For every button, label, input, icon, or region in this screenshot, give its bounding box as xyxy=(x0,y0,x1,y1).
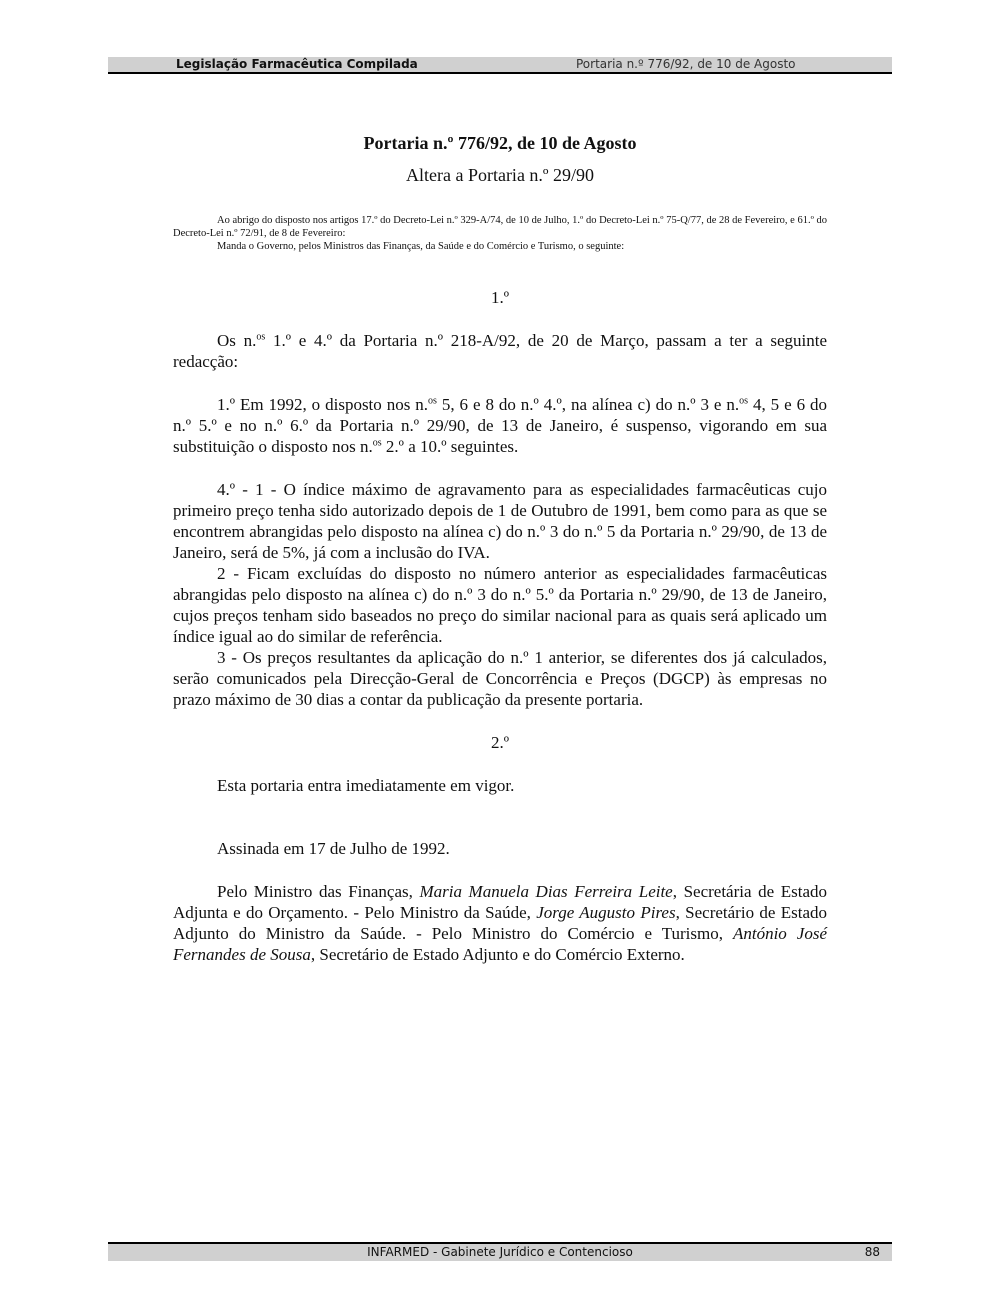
header-collection-title: Legislação Farmacêutica Compilada xyxy=(176,57,418,71)
page-number: 88 xyxy=(864,1245,880,1259)
document-subtitle: Altera a Portaria n.º 29/90 xyxy=(405,165,595,185)
document-body xyxy=(173,130,827,965)
page-header xyxy=(108,57,892,74)
preamble-mandate: Manda o Governo, pelos Ministros das Finanças, da Saúde e do Comércio e Turismo, o seguinte: xyxy=(217,241,625,252)
article-1-paragraph-4-3: 3 - Os preços resultantes da aplicação do n.º 1 anterior, se diferentes dos já calculados, serão comunicados pela Direcção-Geral de Concorrência e Preços (DGCP) às empresas no prazo máximo de 30 dias a contar da publicação da presente portaria. xyxy=(173,648,827,709)
signature-date: Assinada em 17 de Julho de 1992. xyxy=(217,839,450,858)
article-1-paragraph-4-2: 2 - Ficam excluídas do disposto no número anterior as especialidades farmacêuticas abrangidas pelo disposto na alínea c) do n.º 3 do n.º 5.º da Portaria n.º 29/90, de 13 de Janeiro, cujos preços tenham sido baseados no preço do similar nacional para as quais será aplicado um índice igual ao do similar de referência. xyxy=(173,564,827,646)
preamble-legal-basis: Ao abrigo do disposto nos artigos 17.º do Decreto-Lei n.º 329-A/74, de 10 de Julho, 1.º do Decreto-Lei n.º 75-Q/77, de 28 de Fevereiro, e 61.º do Decreto-Lei n.º 72/91, de 8 de Fevereiro: xyxy=(173,215,827,239)
preamble xyxy=(173,214,827,253)
article-1-paragraph-1: 1.º Em 1992, o disposto nos n.$^{os}$ 5, 6 e 8 do n.º 4.º, na alínea c) do n.º 3 e n.$^{os}$ 4, 5 e 6 do n.º 5.º e no n.º 6.º da Portaria n.º 29/90, de 13 de Janeiro, é suspenso, vigorando em sua substituição o disposto nos n.$^{os}$ 2.º a 10.º seguintes. xyxy=(173,395,827,456)
signatory-name: Maria Manuela Dias Ferreira Leite xyxy=(419,882,673,901)
article-2-text: Esta portaria entra imediatamente em vigor. xyxy=(217,776,515,795)
footer-department: INFARMED - Gabinete Jurídico e Contencioso xyxy=(367,1245,633,1259)
article-1-paragraph-4-1: 4.º - 1 - O índice máximo de agravamento para as especialidades farmacêuticas cujo primeiro preço tenha sido autorizado depois de 1 de Outubro de 1991, bem como para as que se encontrem abrangidas pelo disposto na alínea c) do n.º 3 do n.º 5 da Portaria n.º 29/90, de 13 de Janeiro, será de 5%, já com a inclusão do IVA. xyxy=(173,480,827,562)
document-title: Portaria n.º 776/92, de 10 de Agosto xyxy=(363,133,637,153)
signatory-name: António José Fernandes de Sousa xyxy=(173,924,827,964)
article-2-body xyxy=(173,775,827,965)
article-1-number: 1.º xyxy=(490,288,510,307)
signatory-name: Jorge Augusto Pires xyxy=(536,903,676,922)
article-2-number: 2.º xyxy=(490,733,510,752)
signatories: Pelo Ministro das Finanças, Maria Manuela Dias Ferreira Leite, Secretária de Estado Adjunta e do Orçamento. - Pelo Ministro da Saúde, Jorge Augusto Pires, Secretário de Estado Adjunto do Ministro da Saúde. - Pelo Ministro do Comércio e Turismo, António José Fernandes de Sousa, Secretário de Estado Adjunto e do Comércio Externo. xyxy=(173,882,828,964)
page-footer xyxy=(108,1242,892,1261)
header-document-ref: Portaria n.º 776/92, de 10 de Agosto xyxy=(576,57,796,71)
article-1-intro: Os n.$^{os}$ 1.º e 4.º da Portaria n.º 218-A/92, de 20 de Março, passam a ter a seguinte redacção: xyxy=(173,331,827,371)
article-1-body xyxy=(173,330,827,710)
